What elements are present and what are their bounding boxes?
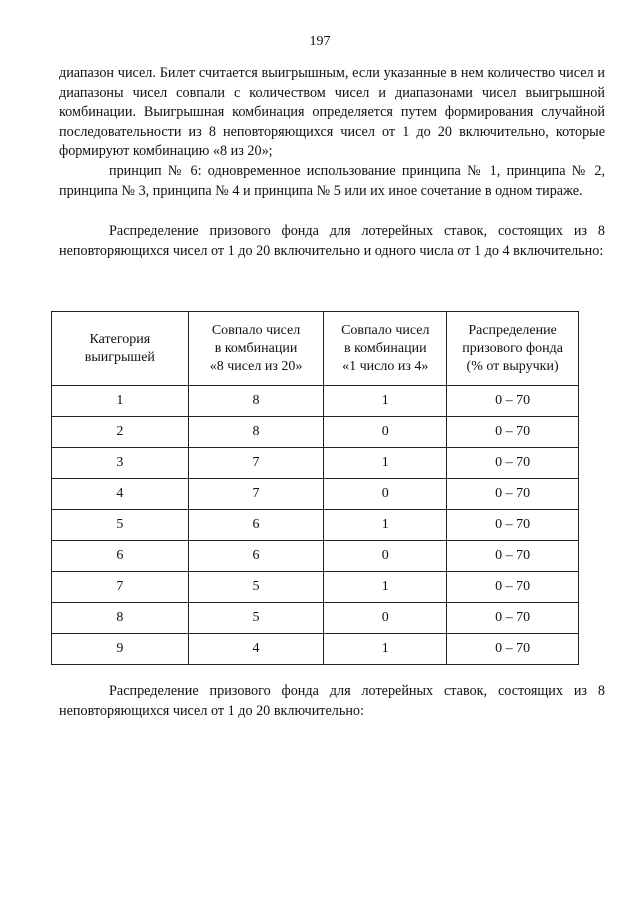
cell-matched-1-of-4: 0 [324, 541, 447, 572]
cell-matched-1-of-4: 1 [324, 634, 447, 665]
paragraph-ticket-winning-rule: диапазон чисел. Билет считается выигрышным, если указанные в нем количество чисел и диапазоны чисел совпали с количеством чисел и диапазонами чисел выигрышной комбинации. Выигрышная комбинация определяется путем формирования случайной последовательности из 8 неповторяющихся чисел от 1 до 20 включительно, которые формируют комбинацию «8 из 20»; [59, 65, 605, 159]
cell-category: 7 [52, 572, 189, 603]
cell-matched-8-of-20: 7 [188, 479, 324, 510]
cell-category: 8 [52, 603, 189, 634]
table-row [52, 541, 579, 572]
prize-distribution-table [51, 311, 579, 665]
cell-prize-share: 0 – 70 [447, 634, 579, 665]
cell-matched-8-of-20: 8 [188, 386, 324, 417]
cell-matched-8-of-20: 7 [188, 448, 324, 479]
cell-category: 2 [52, 417, 189, 448]
cell-matched-8-of-20: 5 [188, 603, 324, 634]
cell-category: 1 [52, 386, 189, 417]
cell-matched-8-of-20: 4 [188, 634, 324, 665]
header-matched-1-of-4: Совпало чисел в комбинации «1 число из 4» [324, 312, 447, 386]
cell-matched-8-of-20: 8 [188, 417, 324, 448]
paragraph-principle-6: принцип № 6: одновременное использование принципа № 1, принципа № 2, принципа № 3, принципа № 4 и принципа № 5 или их иное сочетание в одном тираже. [59, 163, 605, 199]
table-row [52, 479, 579, 510]
cell-category: 9 [52, 634, 189, 665]
paragraph-prize-distribution-intro: Распределение призового фонда для лотерейных ставок, состоящих из 8 неповторяющихся чисел от 1 до 20 включительно и одного числа от 1 до 4 включительно: [59, 223, 605, 259]
table-row [52, 634, 579, 665]
table-row [52, 386, 579, 417]
cell-prize-share: 0 – 70 [447, 448, 579, 479]
header-prize-fund-share: Распределение призового фонда (% от выручки) [447, 312, 579, 386]
cell-category: 4 [52, 479, 189, 510]
cell-prize-share: 0 – 70 [447, 417, 579, 448]
cell-category: 6 [52, 541, 189, 572]
cell-category: 5 [52, 510, 189, 541]
cell-matched-1-of-4: 0 [324, 603, 447, 634]
cell-matched-1-of-4: 0 [324, 417, 447, 448]
table-header-row [52, 312, 579, 386]
cell-matched-8-of-20: 5 [188, 572, 324, 603]
cell-matched-1-of-4: 1 [324, 386, 447, 417]
table-row [52, 510, 579, 541]
header-category: Категория выигрышей [52, 312, 189, 386]
cell-matched-1-of-4: 1 [324, 510, 447, 541]
table-row [52, 572, 579, 603]
cell-prize-share: 0 – 70 [447, 510, 579, 541]
cell-prize-share: 0 – 70 [447, 479, 579, 510]
cell-prize-share: 0 – 70 [447, 541, 579, 572]
cell-category: 3 [52, 448, 189, 479]
table-row [52, 603, 579, 634]
table-row [52, 448, 579, 479]
cell-matched-8-of-20: 6 [188, 541, 324, 572]
cell-matched-1-of-4: 0 [324, 479, 447, 510]
cell-prize-share: 0 – 70 [447, 603, 579, 634]
cell-matched-1-of-4: 1 [324, 572, 447, 603]
cell-prize-share: 0 – 70 [447, 386, 579, 417]
cell-prize-share: 0 – 70 [447, 572, 579, 603]
paragraph-prize-distribution-8-of-20: Распределение призового фонда для лотерейных ставок, состоящих из 8 неповторяющихся чисел от 1 до 20 включительно: [59, 683, 605, 719]
table-row [52, 417, 579, 448]
cell-matched-8-of-20: 6 [188, 510, 324, 541]
cell-matched-1-of-4: 1 [324, 448, 447, 479]
page-number: 197 [309, 34, 331, 49]
header-matched-8-of-20: Совпало чисел в комбинации «8 чисел из 20» [188, 312, 324, 386]
